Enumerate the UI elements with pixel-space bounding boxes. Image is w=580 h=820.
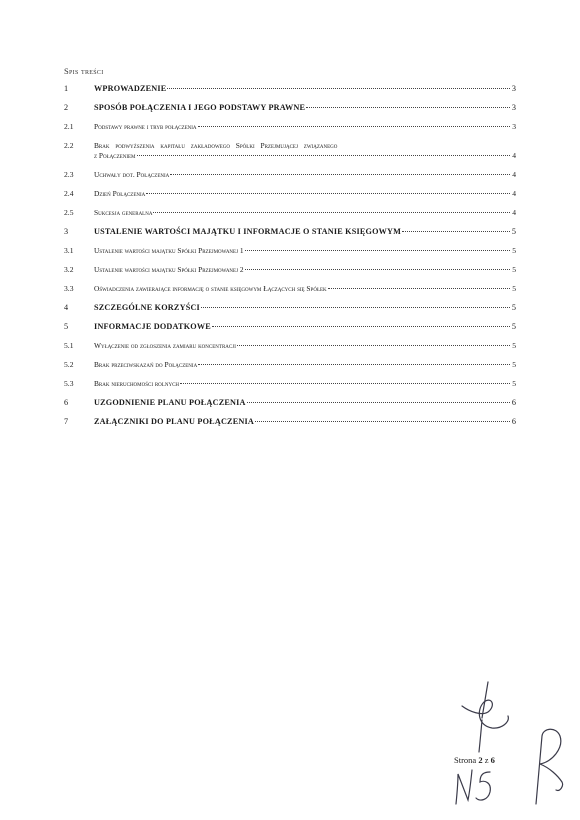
toc-entry-page: 5 [512, 341, 516, 350]
leader-dots [306, 107, 510, 108]
toc-entry-label: Ustalenie wartości majątku Spółki Przejmowanej 2 [94, 265, 244, 274]
toc-entry-number: 1 [64, 84, 69, 93]
toc-entry-5-1[interactable] [64, 341, 516, 351]
toc-entry-page: 5 [512, 265, 516, 274]
toc-entry-2[interactable] [64, 103, 516, 113]
signature-mark-right [526, 722, 570, 808]
toc-entry-page: 5 [511, 303, 516, 312]
footer-separator: z [484, 755, 489, 765]
toc-entry-page: 4 [512, 170, 516, 179]
toc-entry-label: Brak przeciwskazań do Połączenia [94, 360, 198, 369]
toc-entry-2-2[interactable] [64, 141, 516, 161]
toc-entry-number: 2.4 [64, 189, 74, 198]
toc-entry-number: 5.1 [64, 341, 74, 350]
toc-entry-number: 2.1 [64, 122, 74, 131]
toc-entry-label: ZAŁĄCZNIKI DO PLANU POŁĄCZENIA [94, 417, 254, 426]
toc-entry-number: 2.5 [64, 208, 74, 217]
toc-entry-label: WPROWADZENIE [94, 84, 167, 93]
leader-dots [198, 126, 510, 127]
toc-entry-5-2[interactable] [64, 360, 516, 370]
toc-entry-number: 2.2 [64, 141, 74, 150]
toc-entry-number: 5 [64, 322, 69, 331]
toc-title: Spis treści [64, 66, 104, 76]
toc-entry-number: 7 [64, 417, 69, 426]
toc-entry-page: 5 [512, 360, 516, 369]
toc-entry-page: 5 [512, 284, 516, 293]
toc-entry-page: 5 [511, 227, 516, 236]
toc-entry-page: 3 [512, 122, 516, 131]
toc-entry-6[interactable] [64, 398, 516, 408]
toc-entry-number: 2 [64, 103, 69, 112]
toc-entry-2-3[interactable] [64, 170, 516, 180]
toc-entry-number: 3.2 [64, 265, 74, 274]
toc-entry-label: Brak nieruchomości rolnych [94, 379, 180, 388]
leader-dots [402, 231, 510, 232]
toc-entry-label: UZGODNIENIE PLANU POŁĄCZENIA [94, 398, 246, 407]
toc-entry-label: SZCZEGÓLNE KORZYŚCI [94, 303, 200, 312]
footer-current-page: 2 [478, 755, 483, 765]
toc-entry-3-2[interactable] [64, 265, 516, 275]
leader-dots [198, 364, 510, 365]
toc-entry-3-1[interactable] [64, 246, 516, 256]
toc-entry-3[interactable] [64, 227, 516, 237]
toc-entry-label: INFORMACJE DODATKOWE [94, 322, 211, 331]
leader-dots [245, 269, 510, 270]
toc-entry-label: Sukcesja generalna [94, 208, 153, 217]
toc-entry-page: 3 [511, 84, 516, 93]
toc-entry-label: Ustalenie wartości majątku Spółki Przejmowanej 1 [94, 246, 244, 255]
toc-entry-label: Wyłączenie od zgłoszenia zamiaru koncentracji [94, 341, 236, 350]
toc-entry-page: 4 [512, 151, 516, 160]
leader-dots [328, 288, 510, 289]
toc-entry-number: 5.2 [64, 360, 74, 369]
leader-dots [180, 383, 510, 384]
toc-entry-page: 6 [511, 417, 516, 426]
toc-entry-2-4[interactable] [64, 189, 516, 199]
toc-entry-label: Dzień Połączenia [94, 189, 146, 198]
footer-total-pages: 6 [490, 755, 495, 765]
toc-entry-number: 4 [64, 303, 69, 312]
leader-dots [167, 88, 510, 89]
footer-prefix: Strona [454, 755, 477, 765]
toc-entry-5[interactable] [64, 322, 516, 332]
toc-entry-label-line2: z Połączeniem [94, 151, 136, 160]
signature-mark-top [448, 676, 520, 756]
toc-entry-label: Uchwały dot. Połączenia [94, 170, 170, 179]
toc-entry-label-line1: Brak podwyższenia kapitału zakładowego Spółki Przejmującej związanego [94, 141, 338, 150]
toc-entry-2-5[interactable] [64, 208, 516, 218]
toc-entry-number: 2.3 [64, 170, 74, 179]
toc-entry-number: 3.1 [64, 246, 74, 255]
initials-mark [450, 764, 498, 810]
toc-entry-number: 5.3 [64, 379, 74, 388]
toc-entry-2-1[interactable] [64, 122, 516, 132]
toc-entry-label: Podstawy prawne i tryb połączenia [94, 122, 197, 131]
toc-entry-3-3[interactable] [64, 284, 516, 294]
leader-dots [137, 155, 510, 156]
toc-entry-label: Oświadczenia zawierające informację o stanie księgowym Łączących się Spółek [94, 284, 327, 293]
toc-entry-number: 3.3 [64, 284, 74, 293]
toc-entry-7[interactable] [64, 417, 516, 427]
leader-dots [153, 212, 510, 213]
leader-dots [245, 250, 510, 251]
toc-entry-page: 6 [511, 398, 516, 407]
toc-entry-5-3[interactable] [64, 379, 516, 389]
toc-entry-page: 3 [511, 103, 516, 112]
toc-entry-number: 3 [64, 227, 69, 236]
leader-dots [247, 402, 510, 403]
toc-entry-1[interactable] [64, 84, 516, 94]
toc-entry-number: 6 [64, 398, 69, 407]
toc-entry-label: SPOSÓB POŁĄCZENIA I JEGO PODSTAWY PRAWNE [94, 103, 306, 112]
toc-entry-page: 4 [512, 208, 516, 217]
leader-dots [201, 307, 510, 308]
table-of-contents [64, 84, 516, 436]
toc-entry-4[interactable] [64, 303, 516, 313]
toc-entry-page: 4 [512, 189, 516, 198]
toc-entry-page: 5 [511, 322, 516, 331]
toc-entry-page: 5 [512, 246, 516, 255]
page-number-footer [454, 755, 495, 765]
toc-entry-label: USTALENIE WARTOŚCI MAJĄTKU I INFORMACJE O STANIE KSIĘGOWYM [94, 227, 402, 236]
leader-dots [255, 421, 510, 422]
leader-dots [146, 193, 510, 194]
leader-dots [212, 326, 510, 327]
leader-dots [237, 345, 510, 346]
leader-dots [170, 174, 510, 175]
toc-entry-page: 5 [512, 379, 516, 388]
